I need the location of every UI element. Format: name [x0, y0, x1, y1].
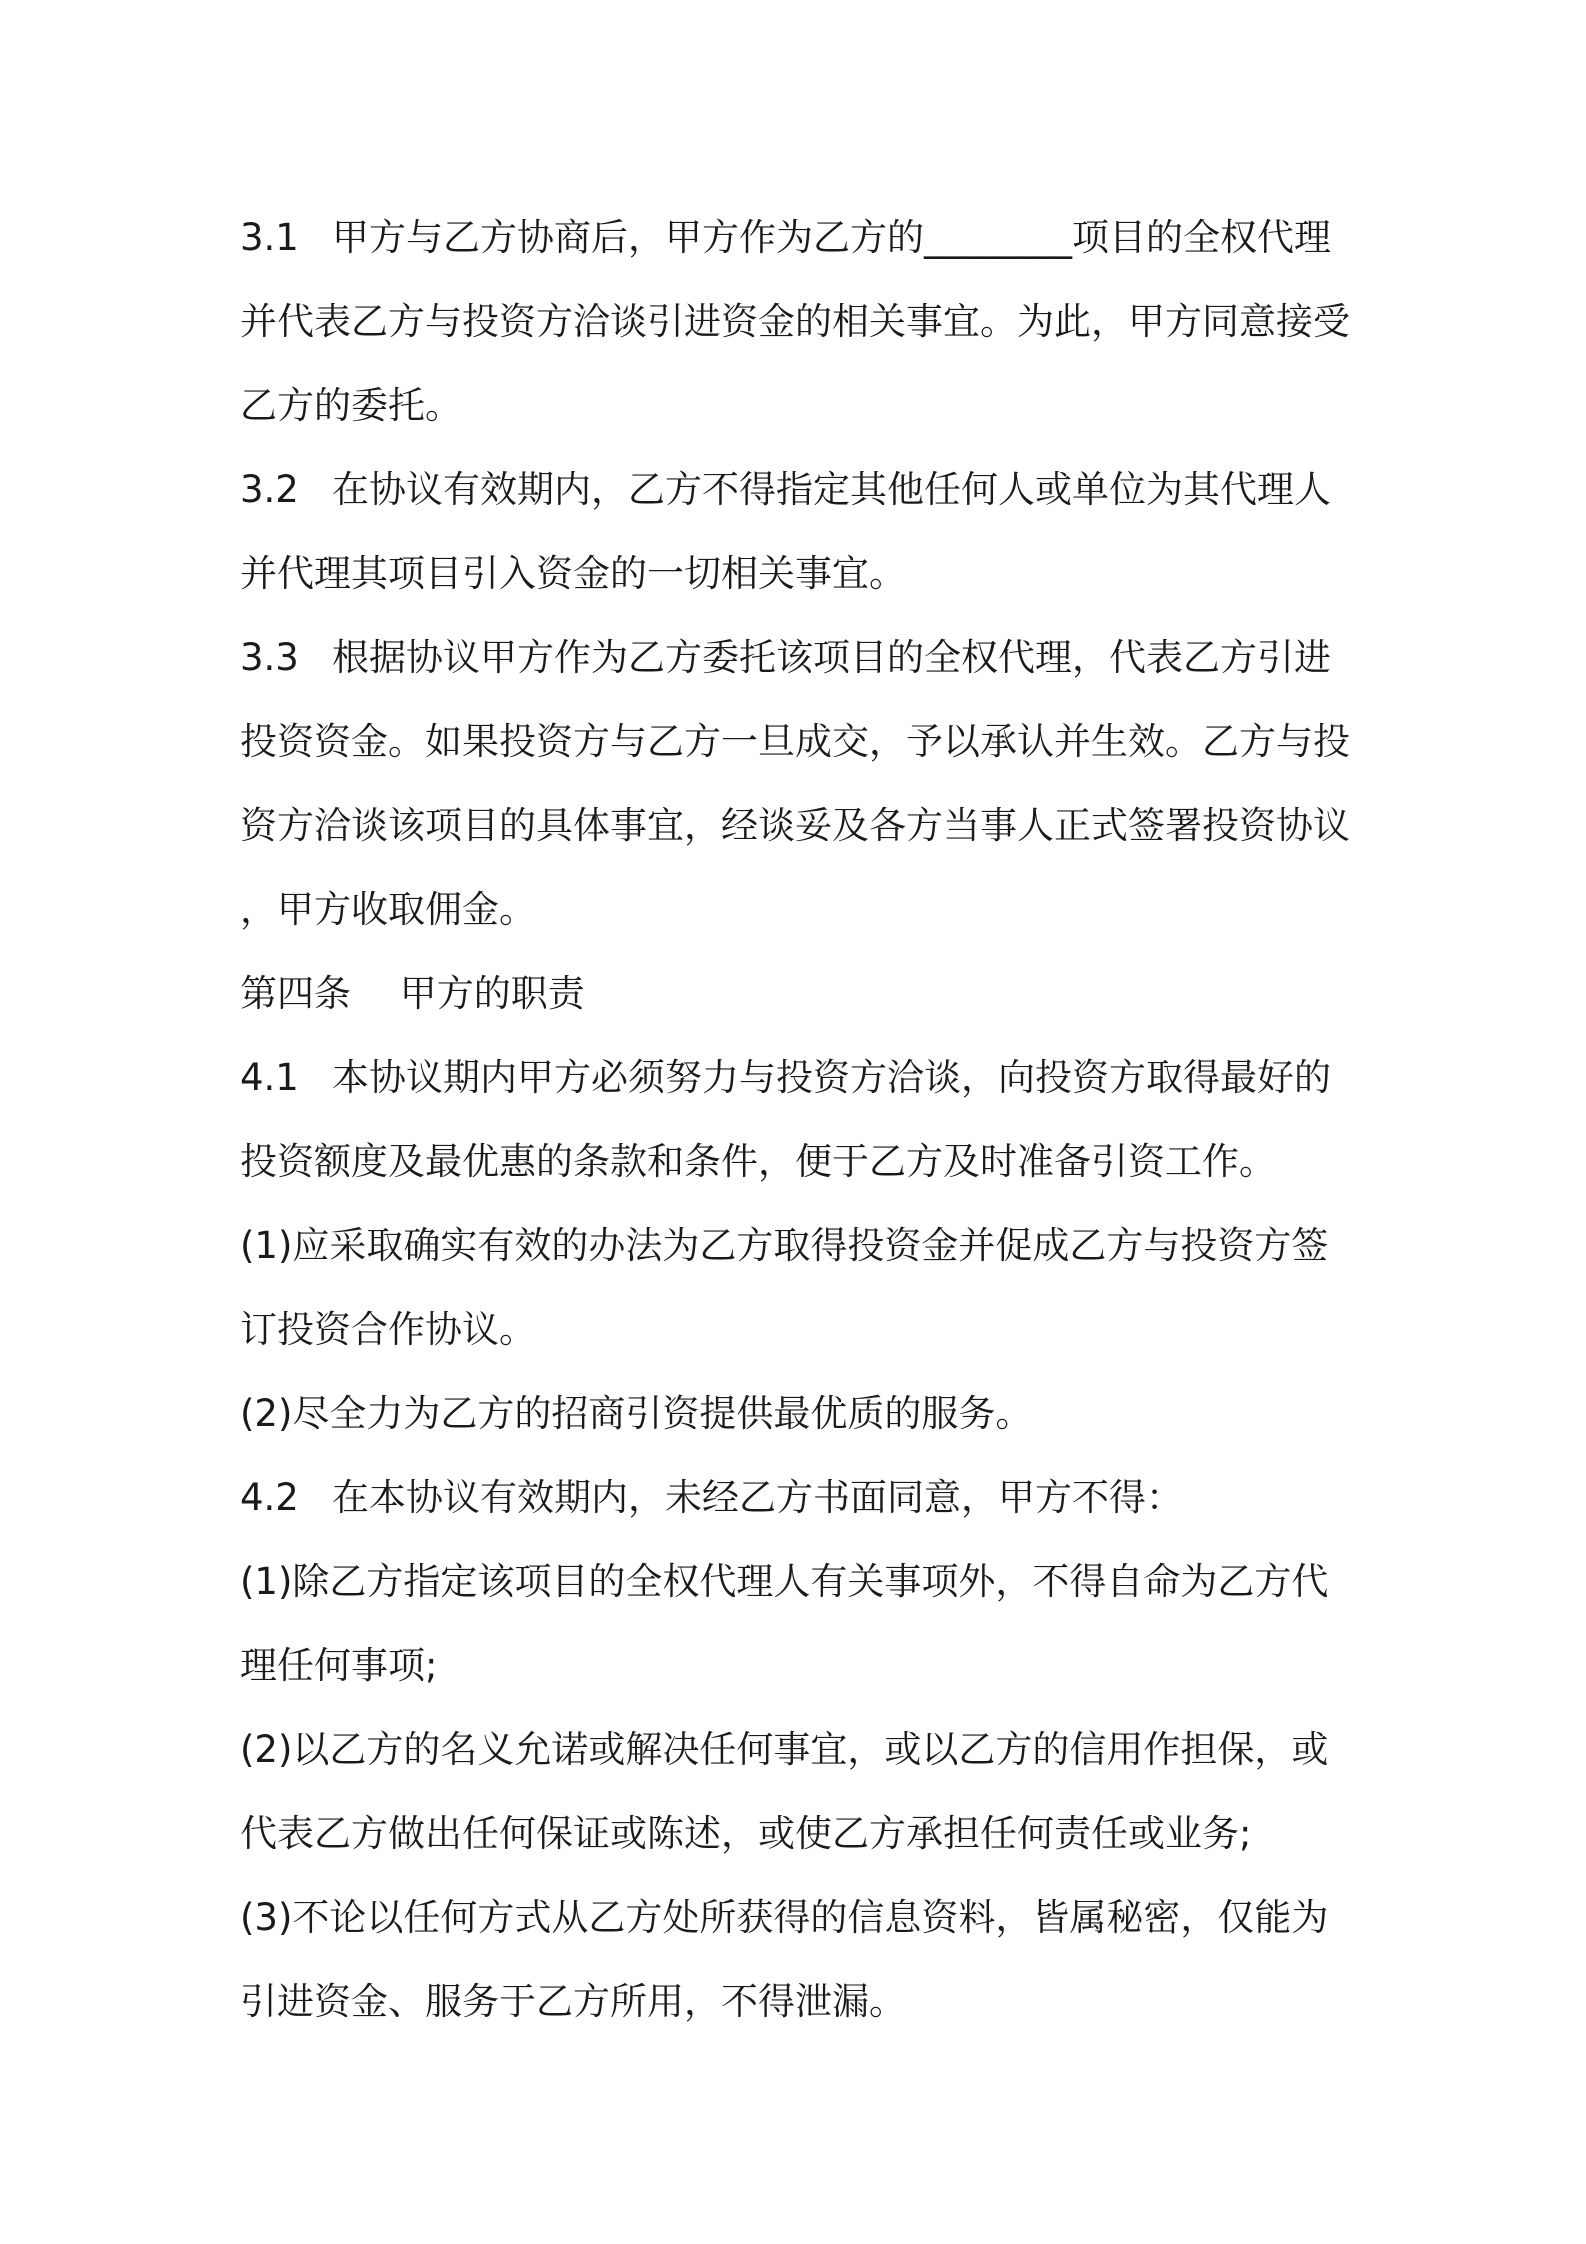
clause-text: 并代表乙方与投资方洽谈引进资金的相关事宜。为此，甲方同意接受 — [240, 300, 1350, 343]
clause-text: 甲方与乙方协商后，甲方作为乙方的________项目的全权代理 — [332, 216, 1331, 259]
clause-text: 根据协议甲方作为乙方委托该项目的全权代理，代表乙方引进 — [332, 636, 1331, 679]
clause-3-3-line-1 — [240, 616, 1370, 700]
clause-text: 并代理其项目引入资金的一切相关事宜。 — [240, 552, 906, 595]
clause-text: 乙方的委托。 — [240, 384, 462, 427]
clause-3-2-line-1 — [240, 448, 1370, 532]
clause-4-1-line-1 — [240, 1036, 1370, 1120]
clause-number: 3.1 — [240, 216, 299, 259]
clause-3-1-line-3 — [240, 364, 1370, 448]
clause-3-1-line-2 — [240, 280, 1370, 364]
clause-3-3-line-3 — [240, 784, 1370, 868]
clause-4-1-item-1-line-2 — [240, 1288, 1370, 1372]
document-body — [240, 196, 1370, 2044]
clause-number: 4.2 — [240, 1476, 299, 1519]
clause-4-2-item-3-line-2 — [240, 1960, 1370, 2044]
section-heading: 第四条 甲方的职责 — [240, 972, 585, 1015]
clause-4-1-item-1-line-1 — [240, 1204, 1370, 1288]
clause-text: 理任何事项; — [240, 1644, 438, 1687]
clause-text: 代表乙方做出任何保证或陈述，或使乙方承担任何责任或业务; — [240, 1812, 1252, 1855]
clause-4-2-item-2-line-2 — [240, 1792, 1370, 1876]
clause-text: 订投资合作协议。 — [240, 1308, 536, 1351]
clause-4-1-line-2 — [240, 1120, 1370, 1204]
clause-number: 3.3 — [240, 636, 299, 679]
clause-text: (2)以乙方的名义允诺或解决任何事宜，或以乙方的信用作担保，或 — [240, 1728, 1329, 1771]
clause-text: 在协议有效期内，乙方不得指定其他任何人或单位为其代理人 — [332, 468, 1331, 511]
clause-text: (3)不论以任何方式从乙方处所获得的信息资料，皆属秘密，仅能为 — [240, 1896, 1329, 1939]
clause-3-3-line-4 — [240, 868, 1370, 952]
clause-4-2-item-1-line-1 — [240, 1540, 1370, 1624]
clause-text: 投资资金。如果投资方与乙方一旦成交，予以承认并生效。乙方与投 — [240, 720, 1350, 763]
clause-4-2-item-1-line-2 — [240, 1624, 1370, 1708]
clause-text: (2)尽全力为乙方的招商引资提供最优质的服务。 — [240, 1392, 1033, 1435]
clause-text: (1)除乙方指定该项目的全权代理人有关事项外，不得自命为乙方代 — [240, 1560, 1329, 1603]
clause-4-2-item-2-line-1 — [240, 1708, 1370, 1792]
article-4-heading — [240, 952, 1370, 1036]
clause-4-1-item-2 — [240, 1372, 1370, 1456]
clause-text: 引进资金、服务于乙方所用，不得泄漏。 — [240, 1980, 906, 2023]
clause-number: 3.2 — [240, 468, 299, 511]
clause-text: 在本协议有效期内，未经乙方书面同意，甲方不得： — [332, 1476, 1183, 1519]
clause-text: (1)应采取确实有效的办法为乙方取得投资金并促成乙方与投资方签 — [240, 1224, 1329, 1267]
clause-3-1-line-1 — [240, 196, 1370, 280]
clause-4-2-line-1 — [240, 1456, 1370, 1540]
clause-3-2-line-2 — [240, 532, 1370, 616]
clause-text: ，甲方收取佣金。 — [240, 888, 536, 931]
clause-text: 投资额度及最优惠的条款和条件，便于乙方及时准备引资工作。 — [240, 1140, 1276, 1183]
clause-text: 本协议期内甲方必须努力与投资方洽谈，向投资方取得最好的 — [332, 1056, 1331, 1099]
clause-text: 资方洽谈该项目的具体事宜，经谈妥及各方当事人正式签署投资协议 — [240, 804, 1350, 847]
clause-3-3-line-2 — [240, 700, 1370, 784]
clause-number: 4.1 — [240, 1056, 299, 1099]
clause-4-2-item-3-line-1 — [240, 1876, 1370, 1960]
